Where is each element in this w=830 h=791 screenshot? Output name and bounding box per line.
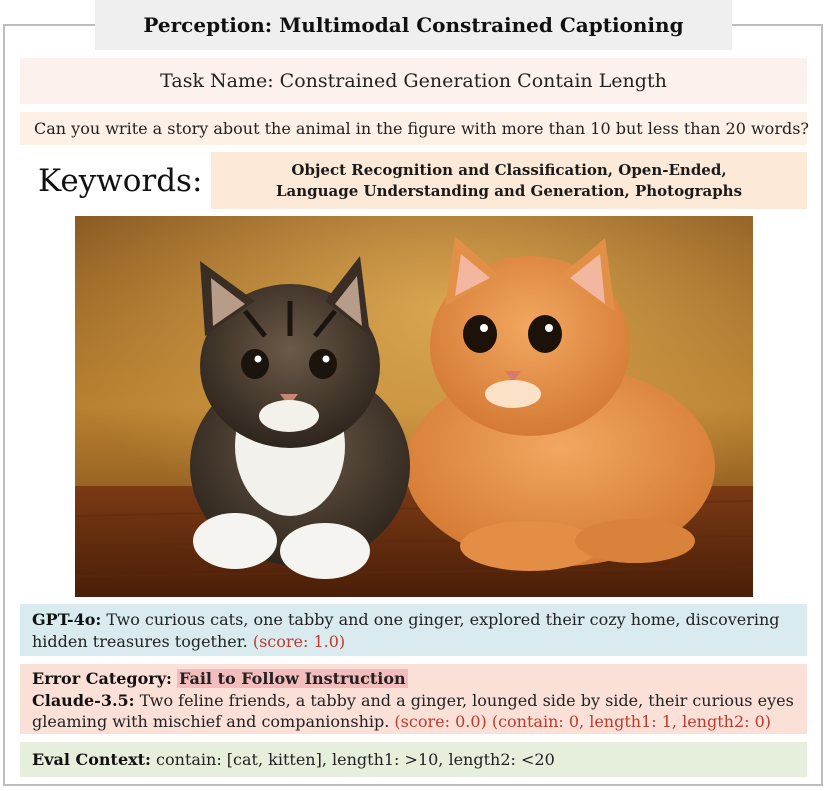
keywords-line-2: Language Understanding and Generation, Photographs bbox=[275, 181, 743, 200]
eval-context-value: contain: [cat, kitten], length1: >10, length2: <20 bbox=[150, 750, 555, 769]
error-category-row bbox=[32, 668, 795, 690]
keywords-line-1: Object Recognition and Classification, Open-Ended, bbox=[291, 160, 727, 179]
claude-response-text: Two feline friends, a tabby and a ginger, lounged side by side, their curious eyes gleaming with mischief and companionship. bbox=[32, 690, 794, 731]
gpt-response-box bbox=[20, 604, 807, 656]
claude-response-row bbox=[32, 690, 795, 733]
error-category-label: Error Category: bbox=[32, 669, 172, 688]
claude-model-label: Claude-3.5: bbox=[32, 690, 135, 710]
eval-context-label: Eval Context: bbox=[32, 750, 151, 769]
cats-photo bbox=[75, 216, 753, 597]
claude-response-box bbox=[20, 664, 807, 734]
claude-score: (score: 0.0) (contain: 0, length1: 1, length2: 0) bbox=[394, 712, 772, 731]
gpt-response-text: Two curious cats, one tabby and one ginger, explored their cozy home, discovering hidden treasures together. bbox=[32, 610, 780, 651]
keywords-label: Keywords: bbox=[38, 163, 203, 199]
gpt-score: (score: 1.0) bbox=[252, 632, 346, 651]
error-category-value: Fail to Follow Instruction bbox=[178, 669, 406, 688]
eval-context-box bbox=[20, 742, 807, 777]
task-name: Task Name: Constrained Generation Contain Length bbox=[20, 58, 807, 104]
keywords-box bbox=[211, 152, 807, 209]
question-prompt: Can you write a story about the animal in the figure with more than 10 but less than 20 words? bbox=[20, 112, 807, 145]
gpt-model-label: GPT-4o: bbox=[32, 610, 102, 629]
figure-title: Perception: Multimodal Constrained Captioning bbox=[95, 0, 732, 50]
